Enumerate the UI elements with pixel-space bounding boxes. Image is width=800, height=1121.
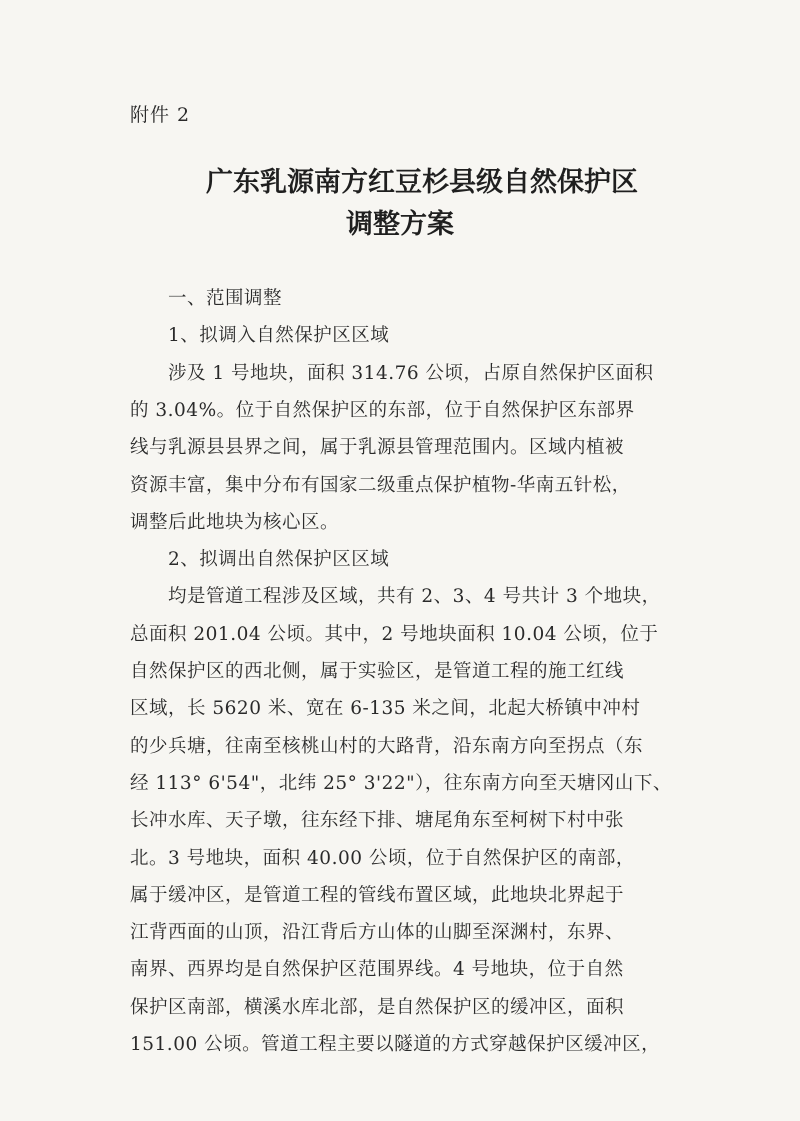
body-text-line: 自然保护区的西北侧，属于实验区，是管道工程的施工红线 [130, 661, 625, 682]
body-text-line: 北。3 号地块，面积 40.00 公顷，位于自然保护区的南部， [130, 847, 635, 869]
body-text-line: 均是管道工程涉及区域，共有 2、3、4 号共计 3 个地块， [130, 586, 661, 608]
body-text-line: 调整后此地块为核心区。 [130, 511, 340, 533]
body-text-line: 151.00 公顷。管道工程主要以隧道的方式穿越保护区缓冲区， [130, 1034, 661, 1055]
body-text-line: 区域，长 5620 米、宽在 6-135 米之间，北起大桥镇中冲村 [130, 698, 641, 720]
body-text-line: 总面积 201.04 公顷。其中，2 号地块面积 10.04 公顷，位于 [130, 623, 659, 645]
body-text-line: 线与乳源县县界之间，属于乳源县管理范围内。区域内植被 [130, 437, 625, 459]
body-text-line: 经 113° 6'54"，北纬 25° 3'22"），往东南方向至天塘冈山下、 [130, 772, 672, 794]
body-text-line: 2、拟调出自然保护区区域 [130, 549, 390, 571]
body-text-line: 保护区南部，横溪水库北部，是自然保护区的缓冲区，面积 [130, 996, 625, 1018]
body-text-line: 的少兵塘，往南至核桃山村的大路背，沿东南方向至拐点（东 [130, 735, 644, 757]
body-text-line: 南界、西界均是自然保护区范围界线。4 号地块，位于自然 [130, 959, 624, 981]
body-text-line: 一、范围调整 [130, 288, 283, 309]
document-title-line-2: 调整方案 [346, 209, 454, 240]
document-title-line-1: 广东乳源南方红豆杉县级自然保护区 [206, 167, 638, 198]
body-text-line: 长冲水库、天子墩，往东经下排、塘尾角东至柯树下村中张 [130, 810, 625, 832]
attachment-label: 附件 2 [130, 104, 191, 126]
body-text-line: 的 3.04%。位于自然保护区的东部，位于自然保护区东部界 [130, 399, 635, 421]
body-text-line: 江背西面的山顶，沿江背后方山体的山脚至深渊村，东界、 [130, 922, 625, 944]
body-text-line: 资源丰富，集中分布有国家二级重点保护植物-华南五针松， [130, 474, 631, 496]
body-text-line: 属于缓冲区，是管道工程的管线布置区域，此地块北界起于 [130, 884, 625, 906]
body-text-line: 1、拟调入自然保护区区域 [130, 325, 390, 347]
body-text-line: 涉及 1 号地块，面积 314.76 公顷，占原自然保护区面积 [130, 362, 654, 384]
